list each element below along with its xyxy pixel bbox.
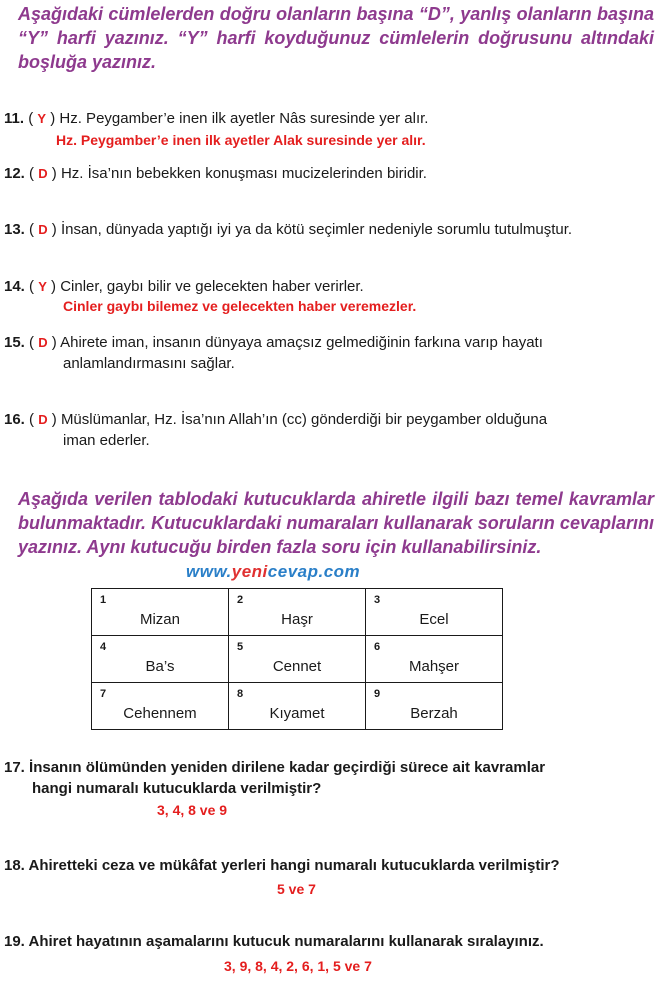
tf-item-14: 14. ( Y ) Cinler, gaybı bilir ve gelecekten haber verirler. [4, 278, 364, 295]
question-text: Ahiretteki ceza ve mükâfat yerleri hangi numaralı kutucuklarda verilmiştir? [28, 857, 560, 874]
watermark-highlight: yeni [231, 562, 268, 581]
watermark [186, 562, 360, 582]
item-number: 11. [4, 110, 25, 127]
question-number: 19. [4, 933, 25, 950]
grid-cell [366, 589, 503, 636]
grid-row [92, 636, 503, 683]
item-text: Hz. İsa’nın bebekken konuşması mucizelerinden biridir. [60, 165, 427, 182]
grid-cell [366, 683, 503, 730]
grid-cell [229, 636, 366, 683]
cell-number: 6 [374, 641, 381, 653]
tf-item-12: 12. ( D ) Hz. İsa’nın bebekken konuşması mucizelerinden biridir. [4, 165, 427, 182]
grid-cell [229, 589, 366, 636]
cell-label: Ba’s [145, 657, 175, 675]
cell-number: 8 [237, 688, 244, 700]
tf-item-13: 13. ( D ) İnsan, dünyada yaptığı iyi ya da kötü seçimler nedeniyle sorumlu tutulmuştur. [4, 221, 573, 238]
tf-item-11: 11. ( Y ) Hz. Peygamber’e inen ilk ayetler Nâs suresinde yer alır. [4, 110, 429, 127]
cell-label: Mizan [139, 610, 180, 628]
cell-label: Mahşer [408, 657, 460, 675]
question-text: İnsanın ölümünden yeniden dirilene kadar geçirdiği sürece ait kavramlar [29, 759, 546, 776]
correction-11: Hz. Peygamber’e inen ilk ayetler Alak suresinde yer alır. [56, 132, 426, 148]
question-17-continued: hangi numaralı kutucuklarda verilmiştir? [32, 780, 322, 797]
question-text: Ahiret hayatının aşamalarını kutucuk numaralarını kullanarak sıralayınız. [28, 933, 544, 950]
item-text: Cinler, gaybı bilir ve gelecekten haber verirler. [60, 278, 364, 295]
answer-mark: Y [37, 111, 47, 126]
answer-18: 5 ve 7 [277, 881, 316, 897]
cell-label: Ecel [419, 610, 449, 628]
item-number: 14. [4, 278, 25, 295]
correction-14: Cinler gaybı bilemez ve gelecekten haber veremezler. [63, 298, 417, 314]
question-17 [4, 757, 545, 779]
item-text: Hz. Peygamber’e inen ilk ayetler Nâs suresinde yer alır. [59, 110, 429, 127]
cell-number: 4 [100, 641, 107, 653]
question-number: 18. [4, 857, 25, 874]
question-18 [4, 855, 560, 877]
item-number: 15. [4, 334, 25, 351]
grid-cell [366, 636, 503, 683]
watermark-suffix: cevap.com [267, 562, 361, 581]
cell-label: Kıyamet [269, 704, 325, 722]
tf-item-15-continued: anlamlandırmasını sağlar. [63, 355, 235, 372]
cell-label: Cehennem [123, 704, 197, 722]
item-number: 16. [4, 411, 25, 428]
cell-label: Cennet [272, 657, 322, 675]
answer-19: 3, 9, 8, 4, 2, 6, 1, 5 ve 7 [224, 958, 372, 974]
item-number: 12. [4, 165, 25, 182]
tf-item-15: 15. ( D ) Ahirete iman, insanın dünyaya amaçsız gelmediğinin farkına varıp hayatı [4, 334, 543, 351]
instruction-true-false: Aşağıdaki cümlelerden doğru olanların başına “D”, yanlış olanların başına “Y” harfi yazınız. “Y” harfi koyduğunuz cümlelerin doğrusunu altındaki boşluğa yazınız. [18, 4, 654, 72]
cell-label: Berzah [410, 704, 458, 722]
grid-cell [92, 636, 229, 683]
cell-number: 2 [237, 594, 244, 606]
cell-number: 5 [237, 641, 244, 653]
item-text: Ahirete iman, insanın dünyaya amaçsız gelmediğinin farkına varıp hayatı [60, 334, 543, 351]
item-number: 13. [4, 221, 25, 238]
cell-number: 1 [100, 594, 107, 606]
cell-number: 3 [374, 594, 381, 606]
question-19 [4, 931, 544, 953]
grid-cell [229, 683, 366, 730]
answer-mark: Y [38, 279, 47, 294]
cell-label: Haşr [281, 610, 313, 628]
tf-item-16: 16. ( D ) Müslümanlar, Hz. İsa’nın Allah’ın (cc) gönderdiği bir peygamber olduğuna [4, 411, 548, 428]
concept-grid [91, 588, 503, 730]
item-text: Müslümanlar, Hz. İsa’nın Allah’ın (cc) gönderdiği bir peygamber olduğuna [60, 411, 548, 428]
answer-mark: D [38, 222, 48, 237]
instruction-concept-table: Aşağıda verilen tablodaki kutucuklarda ahiretle ilgili bazı temel kavramlar bulunmaktadır. Kutucuklardaki numaraları kullanarak soruların cevaplarını yazınız. Aynı kutucuğu birden fazla soru için kullanabilirsiniz. [18, 489, 654, 557]
grid-cell [92, 589, 229, 636]
tf-item-16-continued: iman ederler. [63, 432, 150, 449]
answer-17: 3, 4, 8 ve 9 [157, 802, 228, 818]
answer-mark: D [38, 166, 48, 181]
answer-mark: D [38, 412, 48, 427]
watermark-prefix: www. [186, 562, 232, 581]
cell-number: 9 [374, 688, 381, 700]
cell-number: 7 [100, 688, 107, 700]
item-text: İnsan, dünyada yaptığı iyi ya da kötü seçimler nedeniyle sorumlu tutulmuştur. [60, 221, 573, 238]
question-number: 17. [4, 759, 25, 776]
answer-mark: D [38, 335, 48, 350]
grid-row [92, 683, 503, 730]
grid-row [92, 589, 503, 636]
grid-cell [92, 683, 229, 730]
